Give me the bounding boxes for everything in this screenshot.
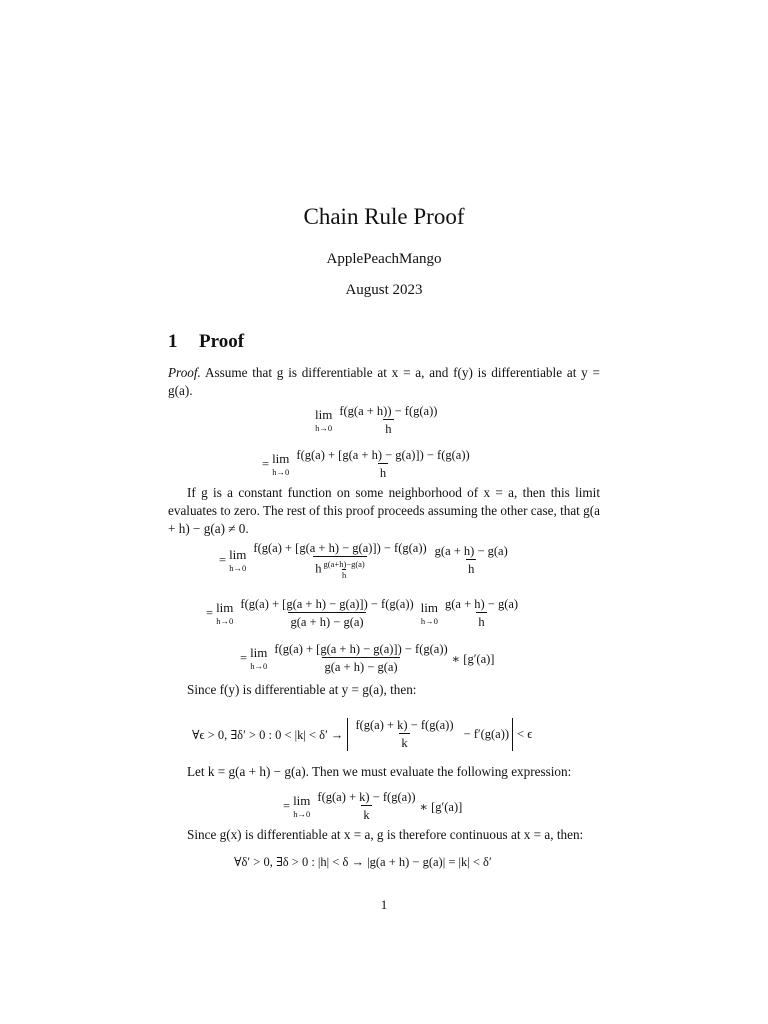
equation-8: ∀δ′ > 0, ∃δ > 0 : |h| < δ → |g(a + h) − g(a)| = |k| < δ′ xyxy=(234,855,492,869)
proof-label: Proof. xyxy=(168,365,201,380)
paragraph-constant-case: If g is a constant function on some neighborhood of x = a, then this limit evaluates to zero. The rest of this proof proceeds assuming the other case, that g(a + h) − g(a) ≠ 0. xyxy=(168,485,600,536)
fraction: f(g(a) + [g(a + h) − g(a)]) − f(g(a)) h $\frac{g(a+h)-g(a)}{h}$ xyxy=(253,541,427,580)
fraction: $\frac{f(g(a) + [g(a + h) - g(a)]) - f(g(a))}{g(a + h) - g(a)}$ xyxy=(240,597,414,629)
paragraph-intro-text: Assume that g is differentiable at x = a, and f(y) is differentiable at y = g(a). xyxy=(168,365,600,398)
limit-operator: lim h→0 xyxy=(293,793,311,819)
paragraph-intro xyxy=(168,364,600,400)
equation-4: = lim h→0 $\frac{f(g(a) + [g(a + h) - g(a)]) - f(g(a))}{g(a + h) - g(a)}$ lim h→0 $\frac{g(a + h) - g(a)}{h}$ xyxy=(206,597,519,629)
fraction: $\frac{f(g(a) + k) - f(g(a))}{k}$ xyxy=(317,790,416,822)
paragraph-let-k: Let k = g(a + h) − g(a). Then we must evaluate the following expression: xyxy=(187,764,572,779)
limit-operator: lim h→0 xyxy=(216,600,234,626)
fraction: $\frac{f(g(a) + [g(a + h) - g(a)]) - f(g(a))}{g(a + h) - g(a)}$ xyxy=(274,642,448,674)
fraction: $\frac{g(a + h) - g(a)}{h}$ xyxy=(445,597,519,629)
limit-operator: lim h→0 xyxy=(229,547,247,573)
paper-date: August 2023 xyxy=(345,282,423,298)
limit-operator: lim h→0 xyxy=(420,600,438,626)
paper-title: Chain Rule Proof xyxy=(303,204,465,229)
section-title: Proof xyxy=(199,331,245,352)
limit-operator: lim h→0 xyxy=(250,645,268,671)
page-number: 1 xyxy=(380,897,388,912)
author-name: ApplePeachMango xyxy=(326,251,442,267)
fraction: $\frac{f(g(a) + k) - f(g(a))}{k}$ xyxy=(355,718,454,750)
equation-1 xyxy=(312,404,441,437)
equation-5: = lim h→0 $\frac{f(g(a) + [g(a + h) - g(a)]) - f(g(a))}{g(a + h) - g(a)}$ ∗ [g′(a)] xyxy=(240,642,495,674)
absolute-value: $\frac{f(g(a) + k) - f(g(a))}{k}$ − f′(g(a)) xyxy=(347,718,513,751)
fraction: $\frac{f(g(a) + [g(a + h) - g(a)]) - f(g(a))}{h}$ xyxy=(296,448,470,480)
section-number: 1 xyxy=(168,331,178,352)
equation-6: ∀ϵ > 0, ∃δ′ > 0 : 0 < |k| < δ′ → $\frac{f(g(a) + k) - f(g(a))}{k}$ − f′(g(a)) < ϵ xyxy=(192,718,533,750)
limit-operator: lim h→0 xyxy=(315,407,333,433)
section-heading xyxy=(168,331,244,353)
paragraph-differentiable-f: Since f(y) is differentiable at y = g(a), then: xyxy=(187,682,417,697)
fraction: $\frac{g(a + h) - g(a)}{h}$ xyxy=(434,544,508,576)
limit-operator: lim h→0 xyxy=(272,451,290,477)
equation-2: = lim h→0 $\frac{f(g(a) + [g(a + h) - g(a)]) - f(g(a))}{h}$ xyxy=(262,448,470,480)
equation-7: = lim h→0 $\frac{f(g(a) + k) - f(g(a))}{k}$ ∗ [g′(a)] xyxy=(283,790,463,822)
fraction: $\frac{f(g(a + h)) - f(g(a))}{h}$ xyxy=(339,404,438,436)
equation-3: = lim h→0 f(g(a) + [g(a + h) − g(a)]) − f(g(a)) h $\frac{g(a+h)-g(a)}{h}$ $\frac{g(a + h) - g(a)}{h}$ xyxy=(219,541,508,580)
paragraph-continuity: Since g(x) is differentiable at x = a, g is therefore continuous at x = a, then: xyxy=(187,827,584,842)
